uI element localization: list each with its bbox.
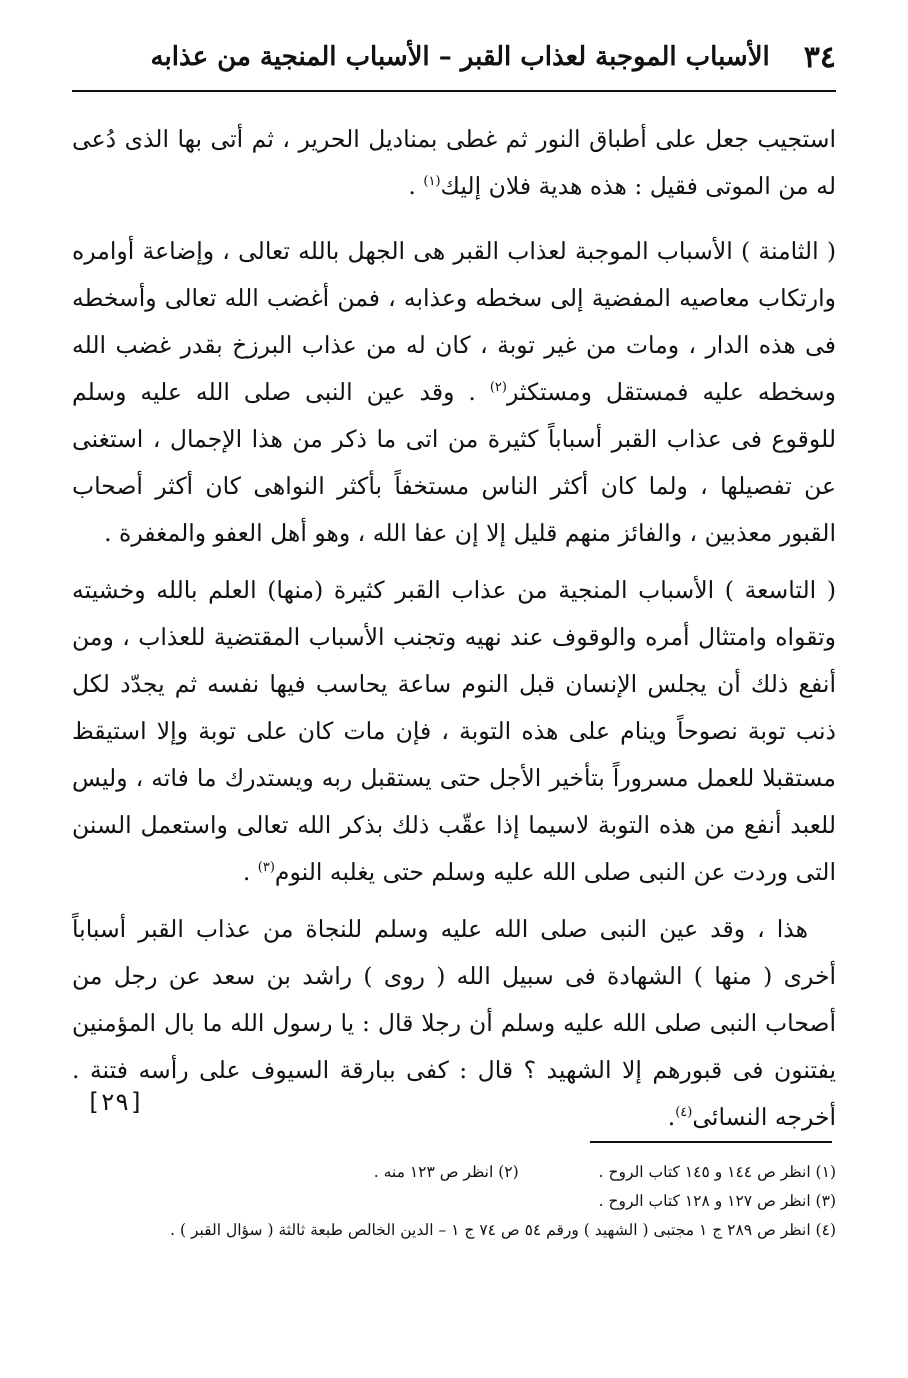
footnotes (72, 1158, 836, 1245)
footnote-1: (١) انظر ص ١٤٤ و ١٤٥ كتاب الروح . (598, 1163, 836, 1181)
paragraph-text: استجيب جعل على أطباق النور ثم غطى بمناديل الحرير ، ثم أتى بها الذى دُعى له من الموتى فقيل : هذه هدية فلان إليك (72, 125, 836, 200)
paragraph-tail: . (408, 172, 424, 200)
paragraph-text: هذا ، وقد عين النبى صلى الله عليه وسلم للنجاة من عذاب القبر أسباباً أخرى ( منها ) الشهادة فى سبيل الله ( روى ) راشد بن سعد عن رجل من أصحاب النبى صلى الله عليه وسلم أن رجلا قال : يا رسول الله ما بال المؤمنين يفتنون فى قبورهم إلا الشهيد ؟ قال : كفى ببارقة السيوف على رأسه فتنة . أخرجه النسائى (72, 915, 836, 1131)
paragraph-text: . وقد عين النبى صلى الله عليه وسلم للوقوع فى عذاب القبر أسباباً كثيرة من اتى ما ذكر من هذا الإجمال ، استغنى عن تفصيلها ، ولما كان أكثر الناس مستخفاً بأكثر النواهى كان أكثر أصحاب القبور معذبين ، والفائز منهم قليل إلا إن عفا الله ، وهو أهل العفو والمغفرة . (72, 378, 836, 547)
header-rule (72, 90, 836, 92)
footnote-row (72, 1187, 836, 1216)
footnote-4: (٤) انظر ص ٢٨٩ ج ١ مجتبى ( الشهيد ) ورقم ٥٤ ص ٧٤ ج ١ – الدين الخالص طبعة ثالثة ( سؤال القبر ) . (170, 1221, 836, 1239)
paragraph-ninth (72, 567, 836, 896)
paragraph-text: ( الثامنة ) الأسباب الموجبة لعذاب القبر هى الجهل بالله تعالى ، وإضاعة أوامره وارتكاب معاصيه المفضية إلى سخطه وعذابه ، فمن أغضب الله تعالى وأسخطه فى هذه الدار ، ومات من غير توبة ، كان له من عذاب البرزخ بقدر غضب الله وسخطه عليه فمستقل ومستكثر (72, 237, 836, 406)
footnote-3: (٣) انظر ص ١٢٧ و ١٢٨ كتاب الروح . (598, 1192, 836, 1210)
paragraph-martyrdom (72, 906, 836, 1141)
paragraph-continuation (72, 116, 836, 210)
page-number: ٣٤ (803, 39, 836, 75)
footnote-marker-3: (٣) (257, 860, 275, 876)
running-title: الأسباب الموجبة لعذاب القبر – الأسباب المنجية من عذابه (150, 42, 770, 72)
footnote-marker-1: (١) (423, 174, 441, 190)
paragraph-eighth (72, 228, 836, 557)
footnote-marker-2: (٢) (489, 380, 507, 396)
footnote-2: (٢) انظر ص ١٢٣ منه . (373, 1163, 519, 1181)
original-page-reference: [٢٩] (86, 1088, 144, 1116)
paragraph-tail: . (242, 858, 258, 886)
footnote-row (72, 1158, 836, 1187)
body-text (72, 116, 836, 1151)
footnote-rule (590, 1141, 832, 1143)
running-header (72, 28, 836, 86)
footnote-marker-4: (٤) (675, 1105, 693, 1121)
paragraph-text: ( التاسعة ) الأسباب المنجية من عذاب القبر كثيرة (منها) العلم بالله وخشيته وتقواه وامتثال أمره والوقوف عند نهيه وتجنب الأسباب المقتضية للعذاب ، ومن أنفع ذلك أن يجلس الإنسان قبل النوم ساعة يحاسب فيها نفسه ثم يجدّد لكل ذنب توبة نصوحاً وينام على هذه التوبة ، فإن مات كان على توبة وإلا استيقظ مستقبلا للعمل مسروراً بتأخير الأجل حتى يستقبل ربه ويستدرك ما فاته ، وليس للعبد أنفع من هذه التوبة لاسيما إذا عقّب ذلك بذكر الله تعالى واستعمل السنن التى وردت عن النبى صلى الله عليه وسلم حتى يغلبه النوم (72, 576, 836, 886)
paragraph-tail: . (667, 1103, 676, 1131)
